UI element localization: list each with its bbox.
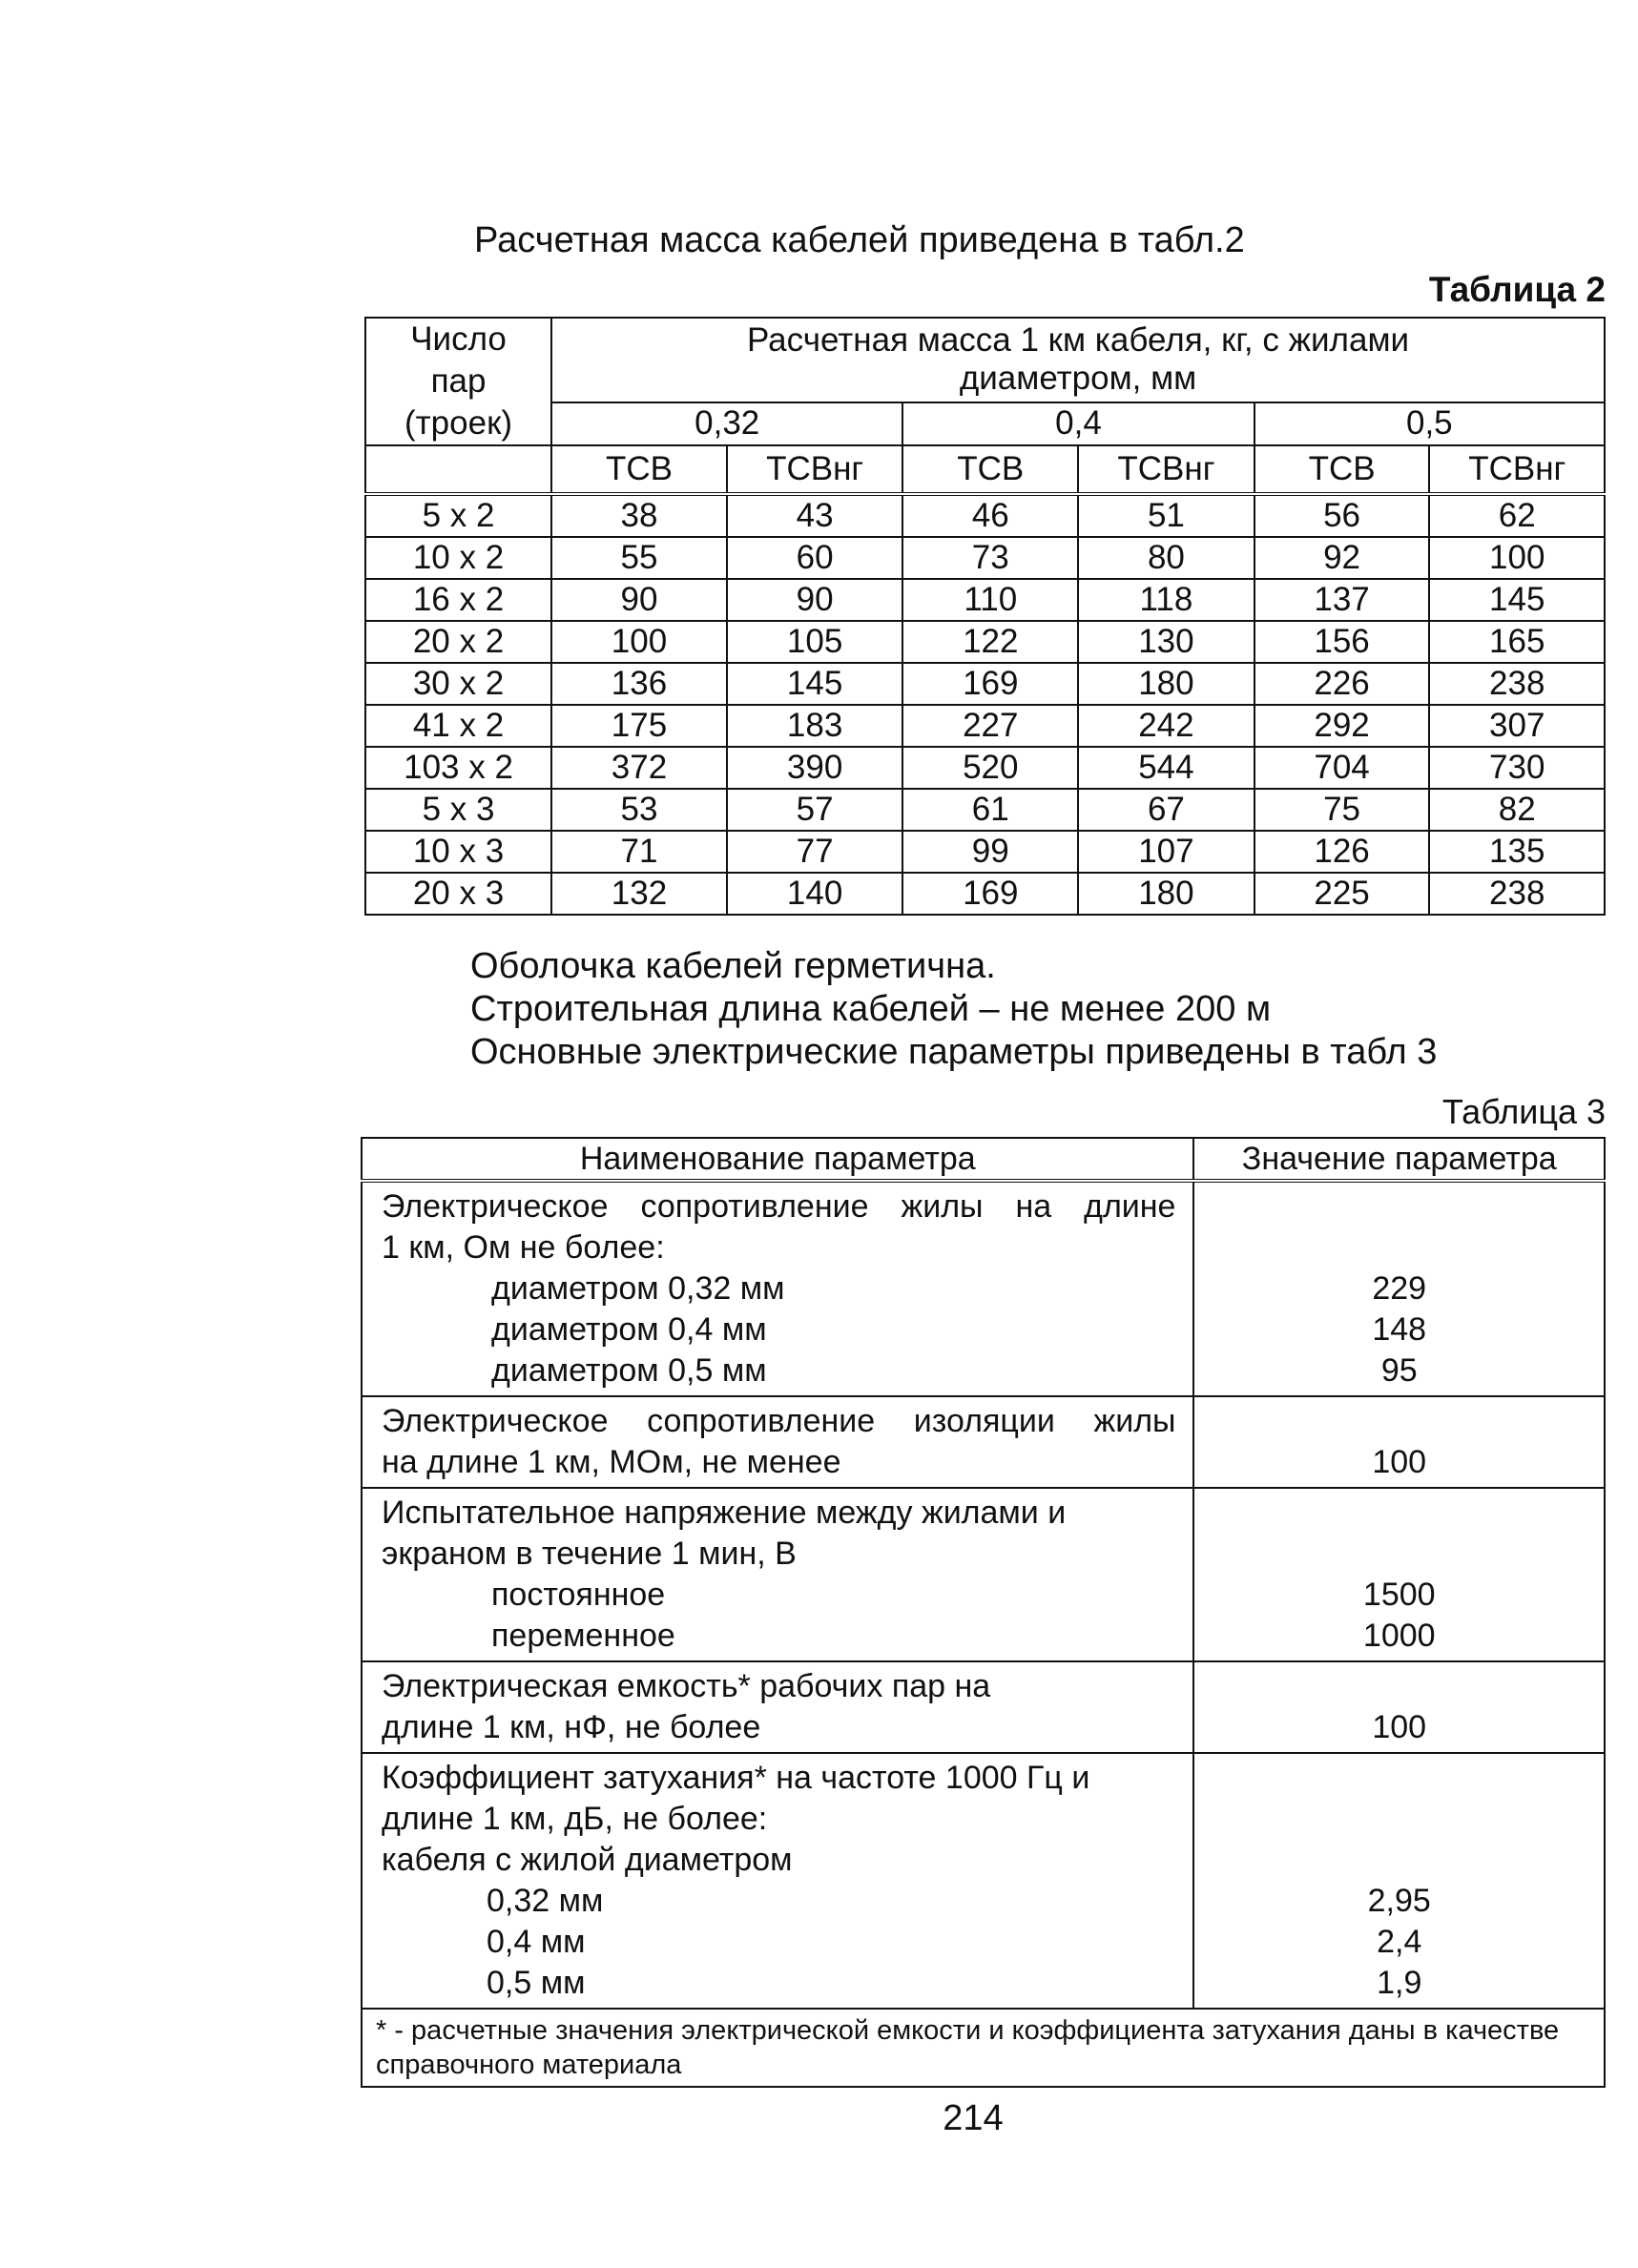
mass-cell: 61 [902, 789, 1078, 831]
mass-cell: 51 [1078, 494, 1254, 537]
table-row [365, 494, 1605, 537]
mass-cell: 140 [727, 873, 902, 915]
param-value-header: Значение параметра [1193, 1138, 1605, 1181]
param-value [1193, 1396, 1605, 1488]
param-line: переменное [491, 1618, 675, 1654]
mass-cell: 90 [727, 579, 902, 621]
table-row [365, 831, 1605, 873]
mass-cell: 136 [551, 663, 727, 705]
mass-cell: 226 [1254, 663, 1430, 705]
mass-cell: 62 [1429, 494, 1605, 537]
cable-mass-table [364, 317, 1606, 916]
diameter-header: 0,32 [551, 402, 902, 445]
mass-cell: 169 [902, 663, 1078, 705]
mass-cell: 38 [551, 494, 727, 537]
mass-cell: 227 [902, 705, 1078, 747]
mass-cell: 99 [902, 831, 1078, 873]
param-line: диаметром 0,5 мм [491, 1352, 767, 1389]
param-value [1193, 1181, 1605, 1396]
mass-cell: 520 [902, 747, 1078, 789]
footnote: * - расчетные значения электрической емкости и коэффициента затухания даны в качестве справочного материала [362, 2009, 1605, 2087]
mass-cell: 183 [727, 705, 902, 747]
type-header: ТСВ [1254, 445, 1430, 494]
row-label: 41 х 2 [365, 705, 551, 747]
mass-cell: 77 [727, 831, 902, 873]
param-value [1193, 1661, 1605, 1753]
mass-cell: 165 [1429, 621, 1605, 663]
mass-cell: 60 [727, 537, 902, 579]
row-label: 5 х 3 [365, 789, 551, 831]
mass-cell: 122 [902, 621, 1078, 663]
table-row [365, 621, 1605, 663]
type-header: ТСВ [902, 445, 1078, 494]
row-label: 10 х 2 [365, 537, 551, 579]
mass-cell: 238 [1429, 663, 1605, 705]
value-line: 100 [1372, 1444, 1427, 1480]
mass-cell: 238 [1429, 873, 1605, 915]
param-line: 1 км, Ом не более: [382, 1229, 665, 1266]
param-row [362, 1396, 1605, 1488]
footnote-row [362, 2009, 1605, 2087]
mass-cell: 100 [1429, 537, 1605, 579]
blank-header-cell [365, 445, 551, 494]
mass-cell: 175 [551, 705, 727, 747]
value-line: 95 [1380, 1352, 1418, 1389]
mass-cell: 75 [1254, 789, 1430, 831]
body-paragraphs [470, 945, 1437, 1074]
param-value [1193, 1488, 1605, 1661]
mass-cell: 180 [1078, 873, 1254, 915]
table-row [365, 537, 1605, 579]
param-line: Коэффициент затухания* на частоте 1000 Гц и [382, 1760, 1090, 1796]
mass-cell: 145 [727, 663, 902, 705]
mass-cell: 372 [551, 747, 727, 789]
paragraph: Строительная длина кабелей – не менее 200 м [470, 989, 1272, 1029]
value-line: 1500 [1362, 1577, 1436, 1613]
table3-caption: Таблица 3 [1441, 1092, 1606, 1131]
value-line: 1000 [1362, 1618, 1436, 1654]
mass-cell: 225 [1254, 873, 1430, 915]
mass-cell: 156 [1254, 621, 1430, 663]
param-line: на длине 1 км, МОм, не менее [382, 1444, 841, 1480]
type-header: ТСВнг [1429, 445, 1605, 494]
param-line: диаметром 0,4 мм [491, 1311, 767, 1348]
param-line: 0,4 мм [487, 1924, 586, 1960]
param-line: Электрическое сопротивление изоляции жилы [382, 1403, 1176, 1439]
row-label: 20 х 3 [365, 873, 551, 915]
param-line: кабеля с жилой диаметром [382, 1842, 793, 1878]
row-label: 103 х 2 [365, 747, 551, 789]
type-header: ТСВ [551, 445, 727, 494]
param-value [1193, 1753, 1605, 2009]
mass-cell: 110 [902, 579, 1078, 621]
table-row [365, 789, 1605, 831]
mass-cell: 53 [551, 789, 727, 831]
param-row [362, 1488, 1605, 1661]
type-header: ТСВнг [1078, 445, 1254, 494]
param-line: Электрическое сопротивление жилы на длине [382, 1188, 1176, 1225]
table-row [365, 579, 1605, 621]
param-line: длине 1 км, нФ, не более [382, 1709, 761, 1745]
mass-cell: 55 [551, 537, 727, 579]
mass-cell: 82 [1429, 789, 1605, 831]
param-line: 0,5 мм [487, 1965, 586, 2001]
param-name [362, 1753, 1193, 2009]
mass-cell: 126 [1254, 831, 1430, 873]
param-name-header: Наименование параметра [362, 1138, 1193, 1181]
row-label: 30 х 2 [365, 663, 551, 705]
mass-cell: 46 [902, 494, 1078, 537]
table-row [365, 663, 1605, 705]
mass-cell: 73 [902, 537, 1078, 579]
param-line: постоянное [491, 1577, 666, 1613]
row-label: 5 х 2 [365, 494, 551, 537]
row-label: 16 х 2 [365, 579, 551, 621]
value-line: 2,95 [1367, 1883, 1431, 1919]
diameter-header: 0,5 [1254, 402, 1605, 445]
intro-text: Расчетная масса кабелей приведена в табл.2 [474, 220, 1245, 260]
mass-cell: 135 [1429, 831, 1605, 873]
mass-cell: 57 [727, 789, 902, 831]
param-line: Испытательное напряжение между жилами и [382, 1495, 1067, 1531]
mass-cell: 130 [1078, 621, 1254, 663]
mass-cell: 100 [551, 621, 727, 663]
pairs-column-header: Число пар (троек) [365, 318, 551, 445]
table-row [365, 873, 1605, 915]
param-row [362, 1661, 1605, 1753]
param-line: длине 1 км, дБ, не более: [382, 1801, 768, 1837]
param-line: диаметром 0,32 мм [491, 1270, 785, 1307]
mass-cell: 544 [1078, 747, 1254, 789]
mass-cell: 307 [1429, 705, 1605, 747]
value-line: 148 [1372, 1311, 1427, 1348]
value-line: 1,9 [1377, 1965, 1422, 2001]
value-line: 2,4 [1377, 1924, 1422, 1960]
param-row [362, 1181, 1605, 1396]
mass-cell: 43 [727, 494, 902, 537]
param-name [362, 1396, 1193, 1488]
mass-cell: 92 [1254, 537, 1430, 579]
table2-body [365, 494, 1605, 915]
param-line: Электрическая емкость* рабочих пар на [382, 1668, 991, 1704]
page-number: 214 [943, 2098, 1004, 2138]
paragraph: Основные электрические параметры приведены в табл 3 [470, 1032, 1438, 1072]
param-name [362, 1661, 1193, 1753]
param-line: экраном в течение 1 мин, В [382, 1536, 797, 1572]
mass-cell: 132 [551, 873, 727, 915]
diameter-header: 0,4 [902, 402, 1254, 445]
mass-cell: 292 [1254, 705, 1430, 747]
mass-cell: 704 [1254, 747, 1430, 789]
mass-cell: 390 [727, 747, 902, 789]
mass-cell: 242 [1078, 705, 1254, 747]
row-label: 20 х 2 [365, 621, 551, 663]
row-label: 10 х 3 [365, 831, 551, 873]
table-row [365, 705, 1605, 747]
mass-cell: 90 [551, 579, 727, 621]
value-line: 229 [1372, 1270, 1427, 1307]
param-name [362, 1488, 1193, 1661]
mass-cell: 105 [727, 621, 902, 663]
param-line: 0,32 мм [487, 1883, 604, 1919]
mass-cell: 145 [1429, 579, 1605, 621]
mass-cell: 80 [1078, 537, 1254, 579]
electrical-parameters-table [361, 1137, 1606, 2088]
table2-caption: Таблица 2 [1428, 270, 1606, 309]
mass-cell: 118 [1078, 579, 1254, 621]
mass-cell: 67 [1078, 789, 1254, 831]
mass-cell: 180 [1078, 663, 1254, 705]
type-header: ТСВнг [727, 445, 902, 494]
mass-cell: 169 [902, 873, 1078, 915]
mass-cell: 137 [1254, 579, 1430, 621]
param-name [362, 1181, 1193, 1396]
paragraph: Оболочка кабелей герметична. [470, 946, 996, 986]
value-line: 100 [1372, 1709, 1427, 1745]
mass-cell: 56 [1254, 494, 1430, 537]
table-row [365, 747, 1605, 789]
mass-cell: 71 [551, 831, 727, 873]
mass-cell: 107 [1078, 831, 1254, 873]
mass-header: Расчетная масса 1 км кабеля, кг, с жилами диаметром, мм [551, 318, 1605, 402]
param-row [362, 1753, 1605, 2009]
mass-cell: 730 [1429, 747, 1605, 789]
